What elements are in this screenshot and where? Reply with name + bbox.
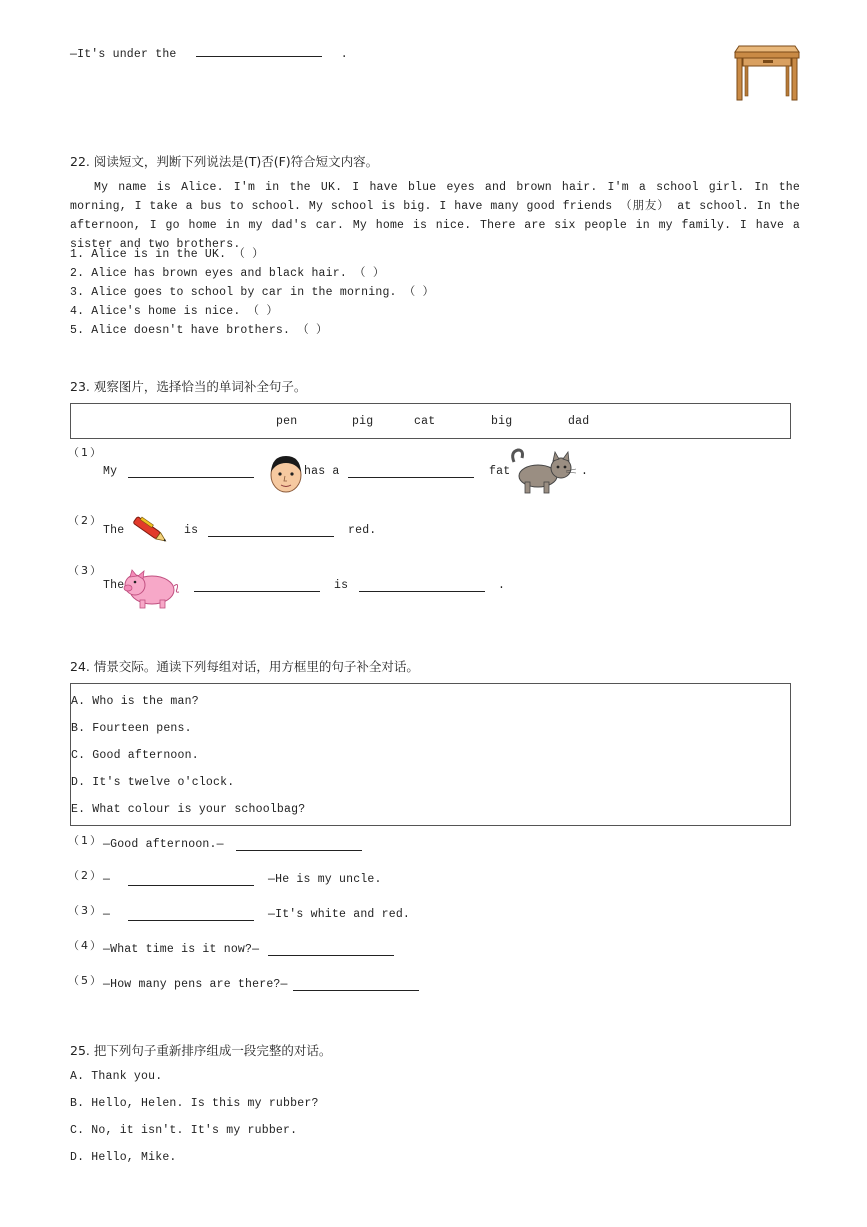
- q22-item-2: 2. Alice has brown eyes and black hair. （ ）: [70, 267, 385, 280]
- answer-blank[interactable]: [196, 44, 322, 57]
- answer-blank[interactable]: [293, 978, 419, 991]
- boy-face-icon: [268, 452, 304, 494]
- q22-item-5: 5. Alice doesn't have brothers. （ ）: [70, 324, 328, 337]
- q22-passage: My name is Alice. I'm in the UK. I have blue eyes and brown hair. I'm a school girl. In the morning, I take a bus to school. My school is big. I have many good friends （朋友） at school. In the afternoon, I go home in my dad's car. My home is nice. There are six people in my family. I have a sister and two brothers.: [70, 181, 800, 251]
- q24-3-reply: —It's white and red.: [268, 908, 411, 921]
- q23-1-period: .: [581, 465, 589, 478]
- q25-item-d: D. Hello, Mike.: [70, 1151, 177, 1164]
- q24-2-number: （2）: [68, 869, 103, 882]
- option-e: E. What colour is your schoolbag?: [71, 803, 306, 816]
- answer-blank[interactable]: [128, 873, 254, 886]
- q23-title: 23. 观察图片，选择恰当的单词补全句子。: [70, 379, 307, 394]
- q25-item-b: B. Hello, Helen. Is this my rubber?: [70, 1097, 319, 1110]
- q24-3-number: （3）: [68, 904, 103, 917]
- q23-1-word-has-a: has a: [304, 465, 340, 478]
- q24-title: 24. 情景交际。通读下列每组对话，用方框里的句子补全对话。: [70, 659, 419, 674]
- answer-blank[interactable]: [359, 579, 485, 592]
- q25-item-a: A. Thank you.: [70, 1070, 163, 1083]
- q25-title: 25. 把下列句子重新排序组成一段完整的对话。: [70, 1043, 332, 1058]
- q23-3-word-is: is: [334, 579, 349, 592]
- top-sentence: [70, 44, 348, 61]
- answer-blank[interactable]: [268, 943, 394, 956]
- q23-1-word-my: My: [103, 465, 118, 478]
- q24-3-text: —: [103, 908, 111, 921]
- q23-1-word-fat: fat: [489, 465, 511, 478]
- word-bank-word: pig: [352, 415, 374, 428]
- q23-1-number: （1）: [68, 446, 103, 459]
- option-a: A. Who is the man?: [71, 695, 199, 708]
- q23-3-word-the: The: [103, 579, 125, 592]
- q24-2-text: —: [103, 873, 111, 886]
- pen-icon: [128, 513, 172, 547]
- q24-2-reply: —He is my uncle.: [268, 873, 382, 886]
- word-bank-word: pen: [276, 415, 298, 428]
- answer-blank[interactable]: [128, 908, 254, 921]
- q22-title: 22. 阅读短文，判断下列说法是(T)否(F)符合短文内容。: [70, 154, 379, 169]
- option-d: D. It's twelve o'clock.: [71, 776, 235, 789]
- pig-icon: [122, 568, 180, 610]
- answer-blank[interactable]: [128, 465, 254, 478]
- desk-icon: [733, 42, 801, 102]
- q23-2-word-red: red.: [348, 524, 377, 537]
- q24-4-text: —What time is it now?—: [103, 943, 260, 956]
- answer-blank[interactable]: [208, 524, 334, 537]
- q23-2-word-is: is: [184, 524, 199, 537]
- q24-5-number: （5）: [68, 974, 103, 987]
- top-sentence-text: —It's under the: [70, 48, 177, 61]
- q24-5-text: —How many pens are there?—: [103, 978, 288, 991]
- word-bank-word: big: [491, 415, 513, 428]
- answer-blank[interactable]: [348, 465, 474, 478]
- answer-blank[interactable]: [236, 838, 362, 851]
- cat-icon: [508, 448, 578, 498]
- options-box: [70, 683, 791, 826]
- q23-2-number: （2）: [68, 514, 103, 527]
- q24-1-text: —Good afternoon.—: [103, 838, 224, 851]
- q22-item-4: 4. Alice's home is nice. （ ）: [70, 305, 279, 318]
- q22-item-1: 1. Alice is in the UK. （ ）: [70, 248, 264, 261]
- q25-item-c: C. No, it isn't. It's my rubber.: [70, 1124, 298, 1137]
- q22-item-3: 3. Alice goes to school by car in the morning. （ ）: [70, 286, 435, 299]
- word-bank-box: [70, 403, 791, 439]
- word-bank-word: cat: [414, 415, 436, 428]
- q23-3-period: .: [498, 579, 506, 592]
- q23-3-number: （3）: [68, 564, 103, 577]
- answer-blank[interactable]: [194, 579, 320, 592]
- top-sentence-end: .: [340, 48, 348, 61]
- word-bank-word: dad: [568, 415, 590, 428]
- option-c: C. Good afternoon.: [71, 749, 199, 762]
- option-b: B. Fourteen pens.: [71, 722, 192, 735]
- q24-1-number: （1）: [68, 834, 103, 847]
- q24-4-number: （4）: [68, 939, 103, 952]
- q23-2-word-the: The: [103, 524, 125, 537]
